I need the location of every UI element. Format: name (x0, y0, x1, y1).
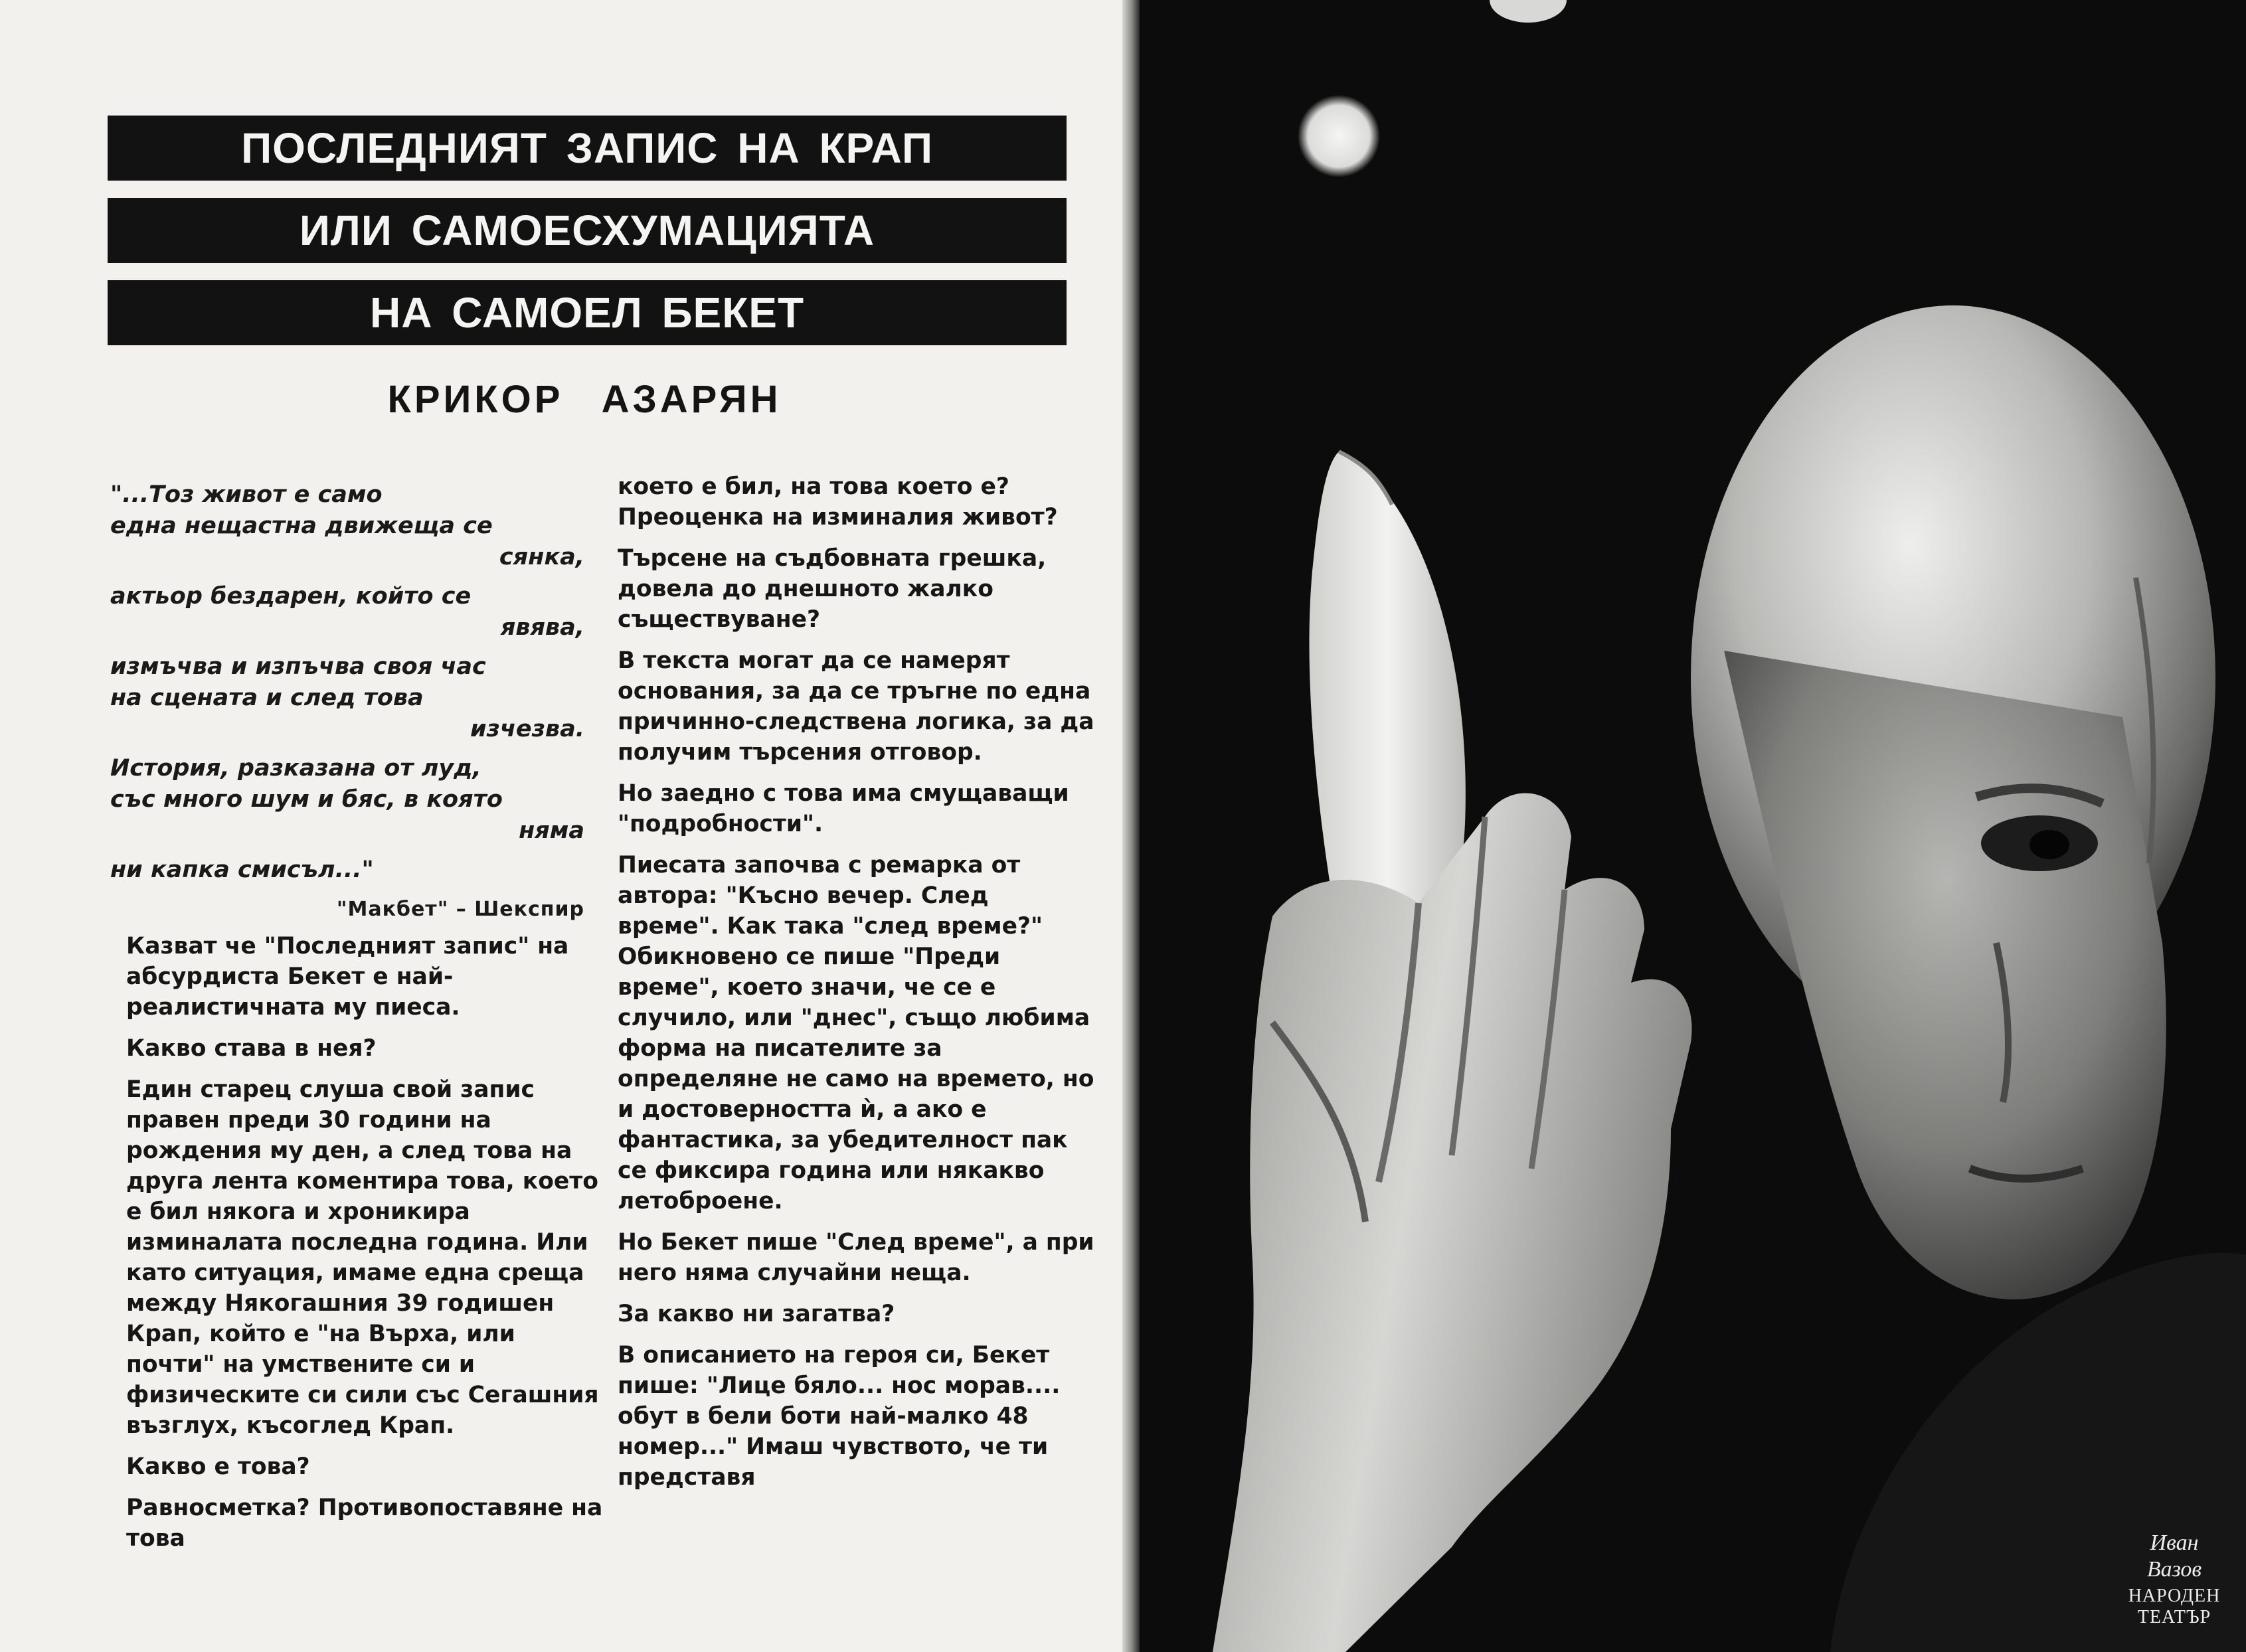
epigraph-line: няма (519, 817, 584, 844)
title-line-3: НА САМОЕЛ БЕКЕТ (108, 280, 1067, 345)
epigraph-line: История, разказана от луд, (110, 755, 481, 782)
epigraph-line: "...Тоз живот е само (110, 481, 383, 508)
title-line-2: ИЛИ САМОЕСХУМАЦИЯТА (108, 198, 1067, 263)
epigraph-line: ни капка смисъл..." (110, 857, 374, 883)
logo-line-2: ТЕАТЪР (2137, 1607, 2211, 1627)
epigraph-source: "Макбет" – Шекспир (336, 898, 584, 921)
epigraph-line: изчезва. (470, 716, 584, 742)
paragraph: Един старец слуша свой запис правен преди 30 години на рождения му ден, а след това на друга лента коментира това, което е бил някога и хроникира изминалата последна година. Или като ситуация, имаме една среща между Някогашния 39 годишен Крап, който е "на Върха, или почти" на умствените си и физическите си сили със Сегашния възглух, късоглед Крап. (126, 1076, 599, 1439)
epigraph-line: актьор бездарен, който се (110, 583, 472, 610)
paragraph: В описанието на героя си, Бекет пише: "Лице бяло... нос морав.... обут в бели боти най-малко 48 номер..." Имаш чувството, че ти представя (618, 1342, 1061, 1491)
actor-photograph (1140, 0, 2246, 1652)
paragraph: Казват че "Последният запис" на абсурдиста Бекет е най-реалистичната му пиеса. (126, 933, 569, 1021)
paragraph: Търсене на съдбовната грешка, довела до днешното жалко съществуване? (618, 545, 1047, 633)
body-column-left (126, 931, 611, 1564)
paragraph: Но Бекет пише "След време", а при него няма случайни неща. (618, 1229, 1094, 1286)
epigraph-line: една нещастна движеща се (110, 513, 493, 539)
epigraph-line: сянка, (499, 544, 584, 570)
paragraph: За какво ни загатва? (618, 1301, 895, 1327)
author-name: КРИКОР АЗАРЯН (387, 378, 782, 421)
right-page (1140, 0, 2246, 1652)
paragraph: Но заедно с това има смущаващи "подробности". (618, 780, 1069, 837)
paragraph: Какво става в нея? (126, 1035, 377, 1062)
book-spine (1122, 0, 1140, 1652)
body-column-right (618, 471, 1096, 1503)
logo-signature: Иван Вазов (2146, 1530, 2202, 1582)
paragraph: Пиесата започва с ремарка от автора: "Късно вечер. След време". Как така "след време?" Обикновено се пише "Преди време", което значи, че се е случило, или "днес", също любима форма на писателите за определяне не само на времето, но и достоверността ѝ, а ако е фантастика, за убедителност пак се фиксира година или някакво летоброене. (618, 852, 1094, 1214)
title-line-1: ПОСЛЕДНИЯТ ЗАПИС НА КРАП (108, 116, 1067, 181)
left-page (0, 0, 1122, 1652)
epigraph-line: на сцената и след това (110, 685, 424, 711)
epigraph-line: явява, (500, 614, 584, 641)
epigraph-line: измъчва и изпъчва своя час (110, 653, 486, 680)
paragraph: Равносметка? Противопоставяне на това (126, 1495, 603, 1552)
paragraph: В текста могат да се намерят основания, за да се тръгне по една причинно-следствена логика, за да получим търсения отговор. (618, 647, 1094, 766)
epigraph (110, 479, 584, 925)
national-theatre-logo (2121, 1530, 2227, 1628)
paragraph: което е бил, на това което е? Преоценка на изминалия живот? (618, 473, 1058, 531)
epigraph-line: със много шум и бяс, в която (110, 786, 503, 813)
paragraph: Какво е това? (126, 1453, 310, 1480)
logo-line-1: НАРОДЕН (2128, 1586, 2221, 1606)
